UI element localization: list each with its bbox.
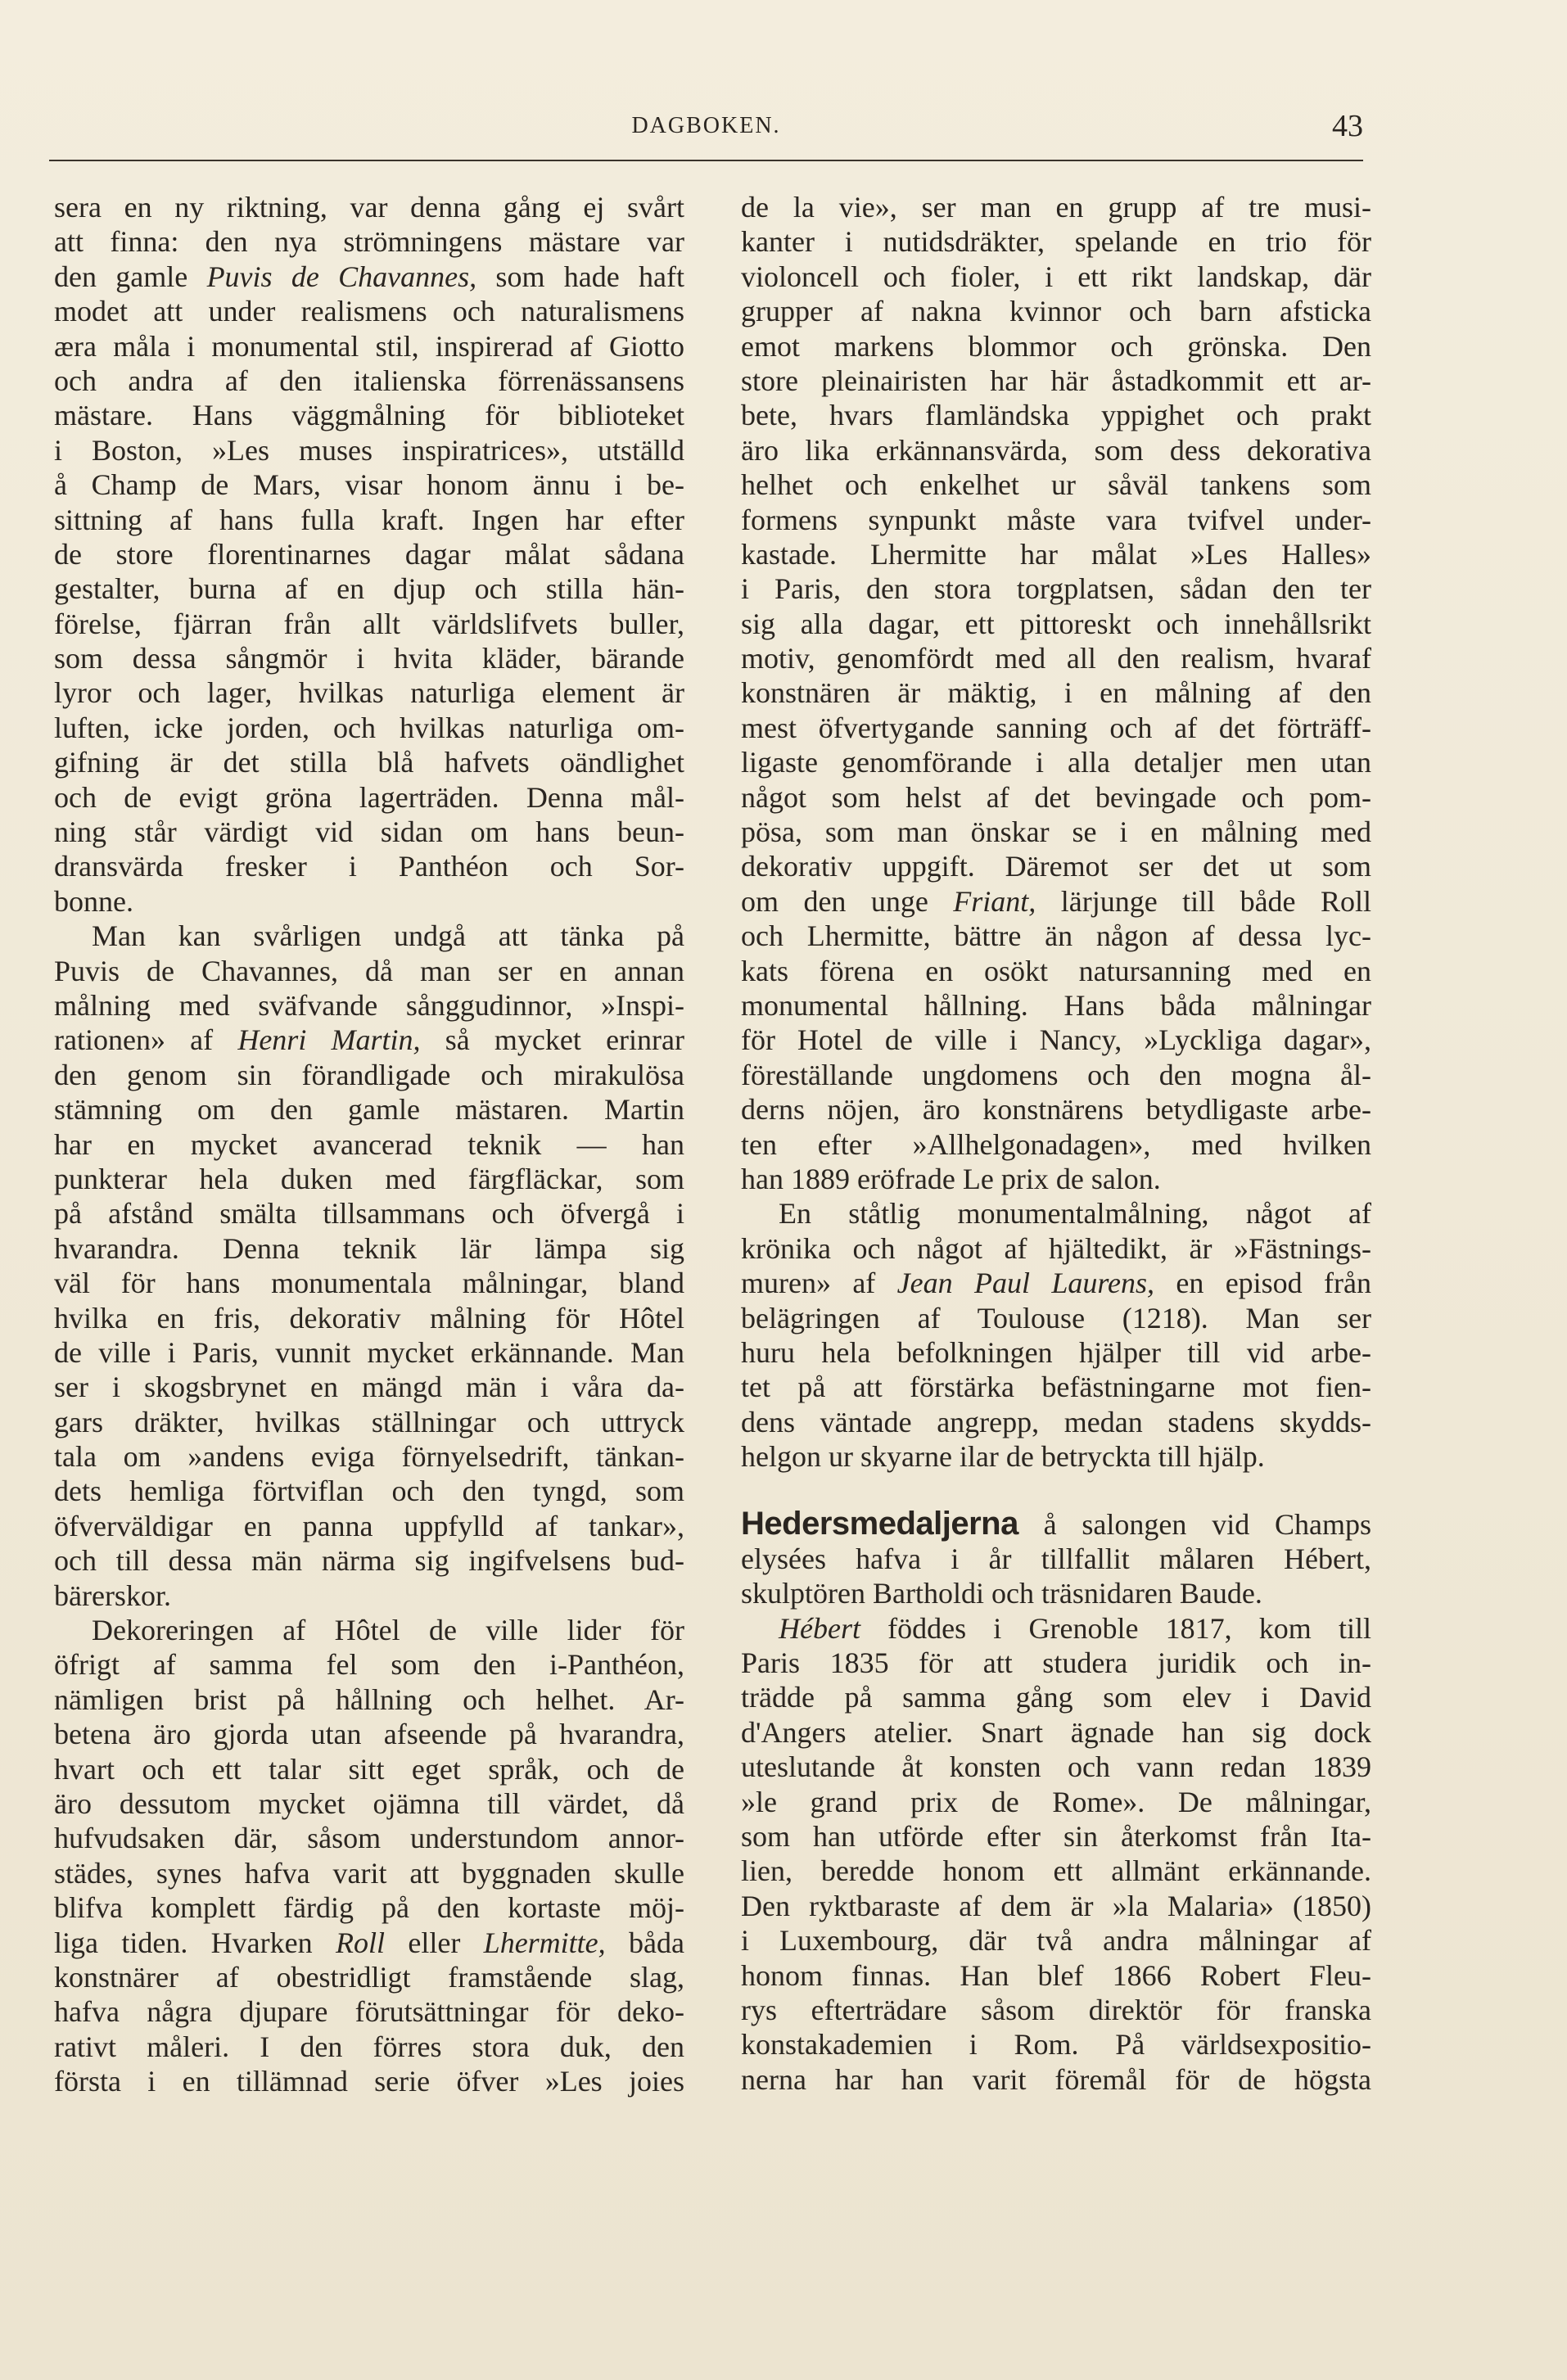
- text-line: pösa, som man önskar se i en målning med: [741, 815, 1371, 849]
- text-line: formens synpunkt måste vara tvifvel under-: [741, 503, 1371, 536]
- section-gap: [741, 1474, 1371, 1506]
- text-line: Den ryktbaraste af dem är »la Malaria» (1850): [741, 1889, 1371, 1922]
- text-line: tet på att förstärka befästningarne mot fien-: [741, 1371, 1371, 1404]
- text-segment: å salongen vid Champs: [1018, 1508, 1371, 1542]
- text-line: Man kan svårligen undgå att tänka på: [92, 919, 684, 953]
- text-line: gifning är det stilla blå hafvets oändlighet: [54, 746, 684, 779]
- text-line: å Champ de Mars, visar honom ännu i be-: [54, 468, 684, 502]
- text-line: bonne.: [54, 884, 133, 918]
- text-line: äro dessutom mycket ojämna till värdet, då: [54, 1786, 684, 1820]
- text-line: sig alla dagar, ett pittoreskt och innehållsrikt: [741, 607, 1371, 640]
- text-line: de la vie», ser man en grupp af tre musi-: [741, 191, 1371, 224]
- text-segment: den gamle: [54, 260, 207, 293]
- text-line: dets hemliga förtviflan och den tyngd, som: [54, 1475, 684, 1508]
- text-line: [741, 1266, 1371, 1300]
- text-line: hvarandra. Denna teknik lär lämpa sig: [54, 1231, 684, 1265]
- text-line: konstnären är mäktig, i en målning af den: [741, 676, 1371, 710]
- text-segment: en episod från: [1154, 1267, 1371, 1300]
- right-column: [741, 190, 1371, 2097]
- text-line: mästare. Hans väggmålning för biblioteket: [54, 399, 684, 432]
- text-line: monumental hållning. Hans båda målningar: [741, 988, 1371, 1022]
- text-line: lyror och lager, hvilkas naturliga element är: [54, 676, 684, 710]
- italic-name: Roll: [336, 1926, 385, 1959]
- text-line: hufvudsaken där, såsom understundom annor-: [54, 1822, 684, 1855]
- text-line: æra måla i monumental stil, inspirerad af Giotto: [54, 329, 684, 363]
- text-line: Dekoreringen af Hôtel de ville lider för: [92, 1614, 684, 1647]
- text-line: äro lika erkännansvärda, som dess dekorativa: [741, 433, 1371, 467]
- text-line: kanter i nutidsdräkter, spelande en trio för: [741, 225, 1371, 259]
- text-line: ser i skogsbrynet en mängd män i våra da-: [54, 1371, 684, 1404]
- italic-name: Lhermitte,: [483, 1926, 606, 1959]
- text-line: första i en tillämnad serie öfver »Les joies: [54, 2065, 684, 2098]
- text-line: [741, 884, 1371, 919]
- text-line: emot markens blommor och grönska. Den: [741, 329, 1371, 363]
- text-line: konstnärer af obestridligt framstående slag,: [54, 1960, 684, 1994]
- text-line: han 1889 eröfrade Le prix de salon.: [741, 1162, 1161, 1195]
- text-line: [741, 1611, 1371, 1646]
- text-line: föreställande ungdomens och den mogna ål-: [741, 1058, 1371, 1091]
- text-line: förelse, fjärran från allt världslifvets buller,: [54, 607, 684, 640]
- section-heading: Hedersmedaljerna: [741, 1506, 1018, 1542]
- text-line: Paris 1835 för att studera juridik och in-: [741, 1646, 1371, 1680]
- text-line: punkterar hela duken med färgfläckar, som: [54, 1162, 684, 1195]
- text-line: i Paris, den stora torgplatsen, sådan den ter: [741, 572, 1371, 606]
- text-line: öfrigt af samma fel som den i-Panthéon,: [54, 1648, 684, 1682]
- text-line: hafva några djupare förutsättningar för deko-: [54, 1995, 684, 2029]
- text-line: violoncell och fioler, i ett rikt landskap, där: [741, 260, 1371, 293]
- text-line: ligaste genomförande i alla detaljer men utan: [741, 746, 1371, 779]
- text-line: bärerskor.: [54, 1578, 171, 1612]
- text-line: dransvärda fresker i Panthéon och Sor-: [54, 850, 684, 883]
- text-line: den genom sin förandligade och mirakulösa: [54, 1058, 684, 1091]
- text-line: något som helst af det bevingade och pom-: [741, 780, 1371, 814]
- text-line: kastade. Lhermitte har målat »Les Halles»: [741, 537, 1371, 571]
- text-line: honom finnas. Han blef 1866 Robert Fleu-: [741, 1958, 1371, 1992]
- text-line: [54, 260, 684, 294]
- italic-name: Hébert: [779, 1611, 860, 1645]
- text-line: tala om »andens eviga förnyelsedrift, tänkan-: [54, 1440, 684, 1474]
- text-line: rativt måleri. I den förres stora duk, den: [54, 2030, 684, 2063]
- text-segment: muren» af: [741, 1267, 897, 1300]
- text-segment: om den unge: [741, 884, 954, 918]
- text-line: stämning om den gamle mästaren. Martin: [54, 1093, 684, 1127]
- text-line: modet att under realismens och naturalismens: [54, 295, 684, 328]
- text-line: Puvis de Chavannes, då man ser en annan: [54, 954, 684, 987]
- text-line: [54, 1023, 684, 1057]
- text-line: store pleinairisten har här åstadkommit ett ar-: [741, 364, 1371, 397]
- text-line: och de evigt gröna lagerträden. Denna mål-: [54, 780, 684, 814]
- italic-name: Jean Paul Laurens,: [896, 1267, 1154, 1300]
- text-line: nerna har han varit föremål för de högsta: [741, 2062, 1371, 2096]
- text-line: sittning af hans fulla kraft. Ingen har efter: [54, 503, 684, 536]
- text-line: som dessa sångmör i hvita kläder, bärande: [54, 642, 684, 675]
- italic-name: Puvis de Chavannes,: [206, 260, 477, 293]
- text-line: som han utförde efter sin återkomst från Ita-: [741, 1819, 1371, 1853]
- text-line: dens väntade angrepp, medan stadens skydds-: [741, 1405, 1371, 1438]
- text-line: mest öfvertygande sanning och af det förträff-: [741, 711, 1371, 744]
- text-line: derns nöjen, äro konstnärens betydligaste arbe-: [741, 1093, 1371, 1127]
- text-line: uteslutande åt konsten och vann redan 1839: [741, 1750, 1371, 1784]
- text-line: ten efter »Allhelgonadagen», med hvilken: [741, 1127, 1371, 1161]
- text-segment: liga tiden. Hvarken: [54, 1926, 336, 1959]
- text-line: trädde på samma gång som elev i David: [741, 1681, 1371, 1714]
- text-line: [54, 1926, 684, 1960]
- text-line: helgon ur skyarne ilar de betryckta till hjälp.: [741, 1440, 1265, 1474]
- running-title: DAGBOKEN.: [631, 113, 781, 138]
- text-segment: båda: [605, 1926, 684, 1959]
- text-segment: lärjunge till både Roll: [1036, 884, 1371, 918]
- text-line: väl för hans monumentala målningar, bland: [54, 1267, 684, 1300]
- text-segment: så mycket erinrar: [420, 1023, 684, 1057]
- text-line: i Boston, »Les muses inspiratrices», utställd: [54, 433, 684, 467]
- text-line: konstakademien i Rom. På världsexpositio-: [741, 2028, 1371, 2062]
- text-line: skulptören Bartholdi och träsnidaren Baude.: [741, 1577, 1262, 1610]
- text-line: och andra af den italienska förrenässansens: [54, 364, 684, 397]
- text-line: och till dessa män närma sig ingifvelsens bud-: [54, 1544, 684, 1578]
- text-line: de store florentinarnes dagar målat sådana: [54, 537, 684, 571]
- text-line: grupper af nakna kvinnor och barn afsticka: [741, 295, 1371, 328]
- text-line: öfverväldigar en panna uppfylld af tankar»,: [54, 1509, 684, 1542]
- text-line: En ståtlig monumentalmålning, något af: [779, 1197, 1371, 1231]
- text-segment: eller: [385, 1926, 484, 1959]
- text-line: städes, synes hafva varit att byggnaden skulle: [54, 1856, 684, 1890]
- text-segment: som hade haft: [476, 260, 684, 293]
- text-line: lien, beredde honom ett allmänt erkännande.: [741, 1854, 1371, 1888]
- text-segment: rationen» af: [54, 1023, 238, 1057]
- text-line: elysées hafva i år tillfallit målaren Hébert,: [741, 1542, 1371, 1575]
- left-column: [54, 190, 684, 2098]
- text-line: nämligen brist på hållning och helhet. Ar-: [54, 1682, 684, 1716]
- text-line: hvilka en fris, dekorativ målning för Hôtel: [54, 1301, 684, 1335]
- text-segment: föddes i Grenoble 1817, kom till: [860, 1611, 1371, 1645]
- text-line: kats förena en osökt natursanning med en: [741, 954, 1371, 987]
- running-head: [49, 109, 1363, 146]
- text-line: »le grand prix de Rome». De målningar,: [741, 1785, 1371, 1818]
- text-line: helhet och enkelhet ur såväl tankens som: [741, 468, 1371, 502]
- text-line: ning står värdigt vid sidan om hans beun-: [54, 815, 684, 849]
- text-line: krönika och något af hjältedikt, är »Fästnings-: [741, 1231, 1371, 1265]
- text-line: har en mycket avancerad teknik — han: [54, 1127, 684, 1161]
- text-line: rys efterträdare såsom direktör för franska: [741, 1993, 1371, 2026]
- text-line: sera en ny riktning, var denna gång ej svårt: [54, 191, 684, 224]
- text-line: gars dräkter, hvilkas ställningar och uttryck: [54, 1405, 684, 1438]
- text-line: de ville i Paris, vunnit mycket erkännande. Man: [54, 1335, 684, 1369]
- text-line: på afstånd smälta tillsammans och öfvergå i: [54, 1197, 684, 1231]
- text-line: luften, icke jorden, och hvilkas naturliga om-: [54, 711, 684, 744]
- text-line: huru hela befolkningen hjälper till vid arbe-: [741, 1335, 1371, 1369]
- text-line: hvart och ett talar sitt eget språk, och de: [54, 1752, 684, 1786]
- text-line: för Hotel de ville i Nancy, »Lyckliga dagar»,: [741, 1023, 1371, 1057]
- text-line: bete, hvars flamländska yppighet och prakt: [741, 399, 1371, 432]
- page-number: 43: [1332, 109, 1363, 143]
- text-line: betena äro gjorda utan afseende på hvarandra,: [54, 1718, 684, 1751]
- text-line: [741, 1506, 1371, 1541]
- text-line: i Luxembourg, där två andra målningar af: [741, 1924, 1371, 1958]
- italic-name: Friant,: [953, 884, 1036, 918]
- text-line: belägringen af Toulouse (1218). Man ser: [741, 1301, 1371, 1335]
- text-line: dekorativ uppgift. Däremot ser det ut som: [741, 850, 1371, 883]
- text-line: att finna: den nya strömningens mästare var: [54, 225, 684, 259]
- text-line: och Lhermitte, bättre än någon af dessa lyc-: [741, 919, 1371, 953]
- header-rule: [49, 160, 1363, 161]
- text-line: d'Angers atelier. Snart ägnade han sig dock: [741, 1715, 1371, 1749]
- text-line: gestalter, burna af en djup och stilla hän-: [54, 572, 684, 606]
- text-line: målning med sväfvande sånggudinnor, »Inspi-: [54, 988, 684, 1022]
- italic-name: Henri Martin,: [237, 1023, 421, 1057]
- text-line: motiv, genomfördt med all den realism, hvaraf: [741, 642, 1371, 675]
- text-line: blifva komplett färdig på den kortaste möj-: [54, 1891, 684, 1925]
